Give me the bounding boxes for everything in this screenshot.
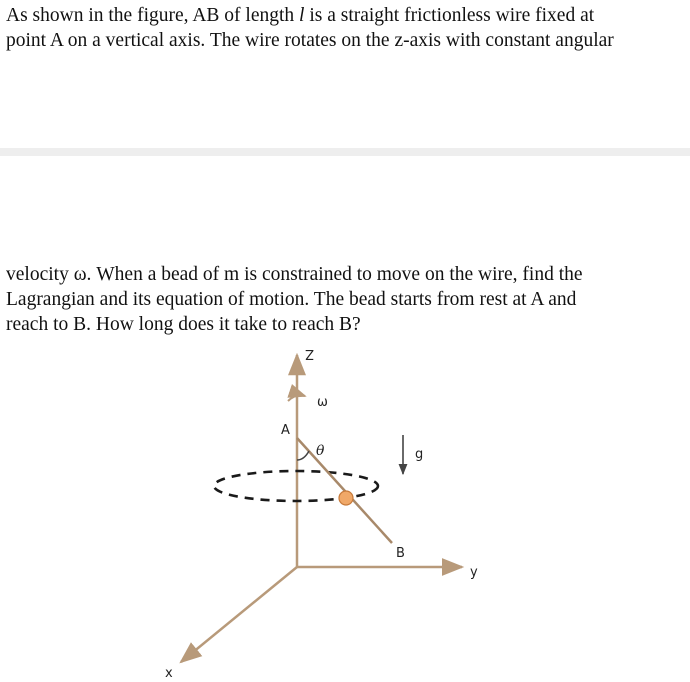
label-point-b: B	[396, 546, 405, 561]
problem-line-4: Lagrangian and its equation of motion. The bead starts from rest at A and	[6, 289, 577, 310]
bead	[339, 491, 353, 505]
label-theta: θ	[316, 443, 325, 459]
line1-before: As shown in the figure, AB of length	[6, 5, 300, 26]
label-omega: ω	[317, 395, 328, 410]
x-axis	[181, 567, 297, 662]
label-y-axis: y	[470, 565, 478, 580]
problem-line-3: velocity ω. When a bead of m is constrained to move on the wire, find the	[6, 264, 583, 285]
problem-line-5: reach to B. How long does it take to reach B?	[6, 314, 361, 335]
problem-line-2: point A on a vertical axis. The wire rotates on the z-axis with constant angular	[6, 30, 614, 51]
label-x-axis: x	[165, 666, 173, 681]
label-point-a: A	[281, 423, 290, 438]
theta-angle-arc	[297, 451, 309, 460]
label-gravity: g	[415, 447, 424, 462]
length-symbol: l	[299, 5, 305, 26]
wire-ab	[297, 438, 392, 543]
label-z-axis: Z	[305, 346, 314, 361]
line1-after: is a straight frictionless wire fixed at	[304, 5, 595, 26]
